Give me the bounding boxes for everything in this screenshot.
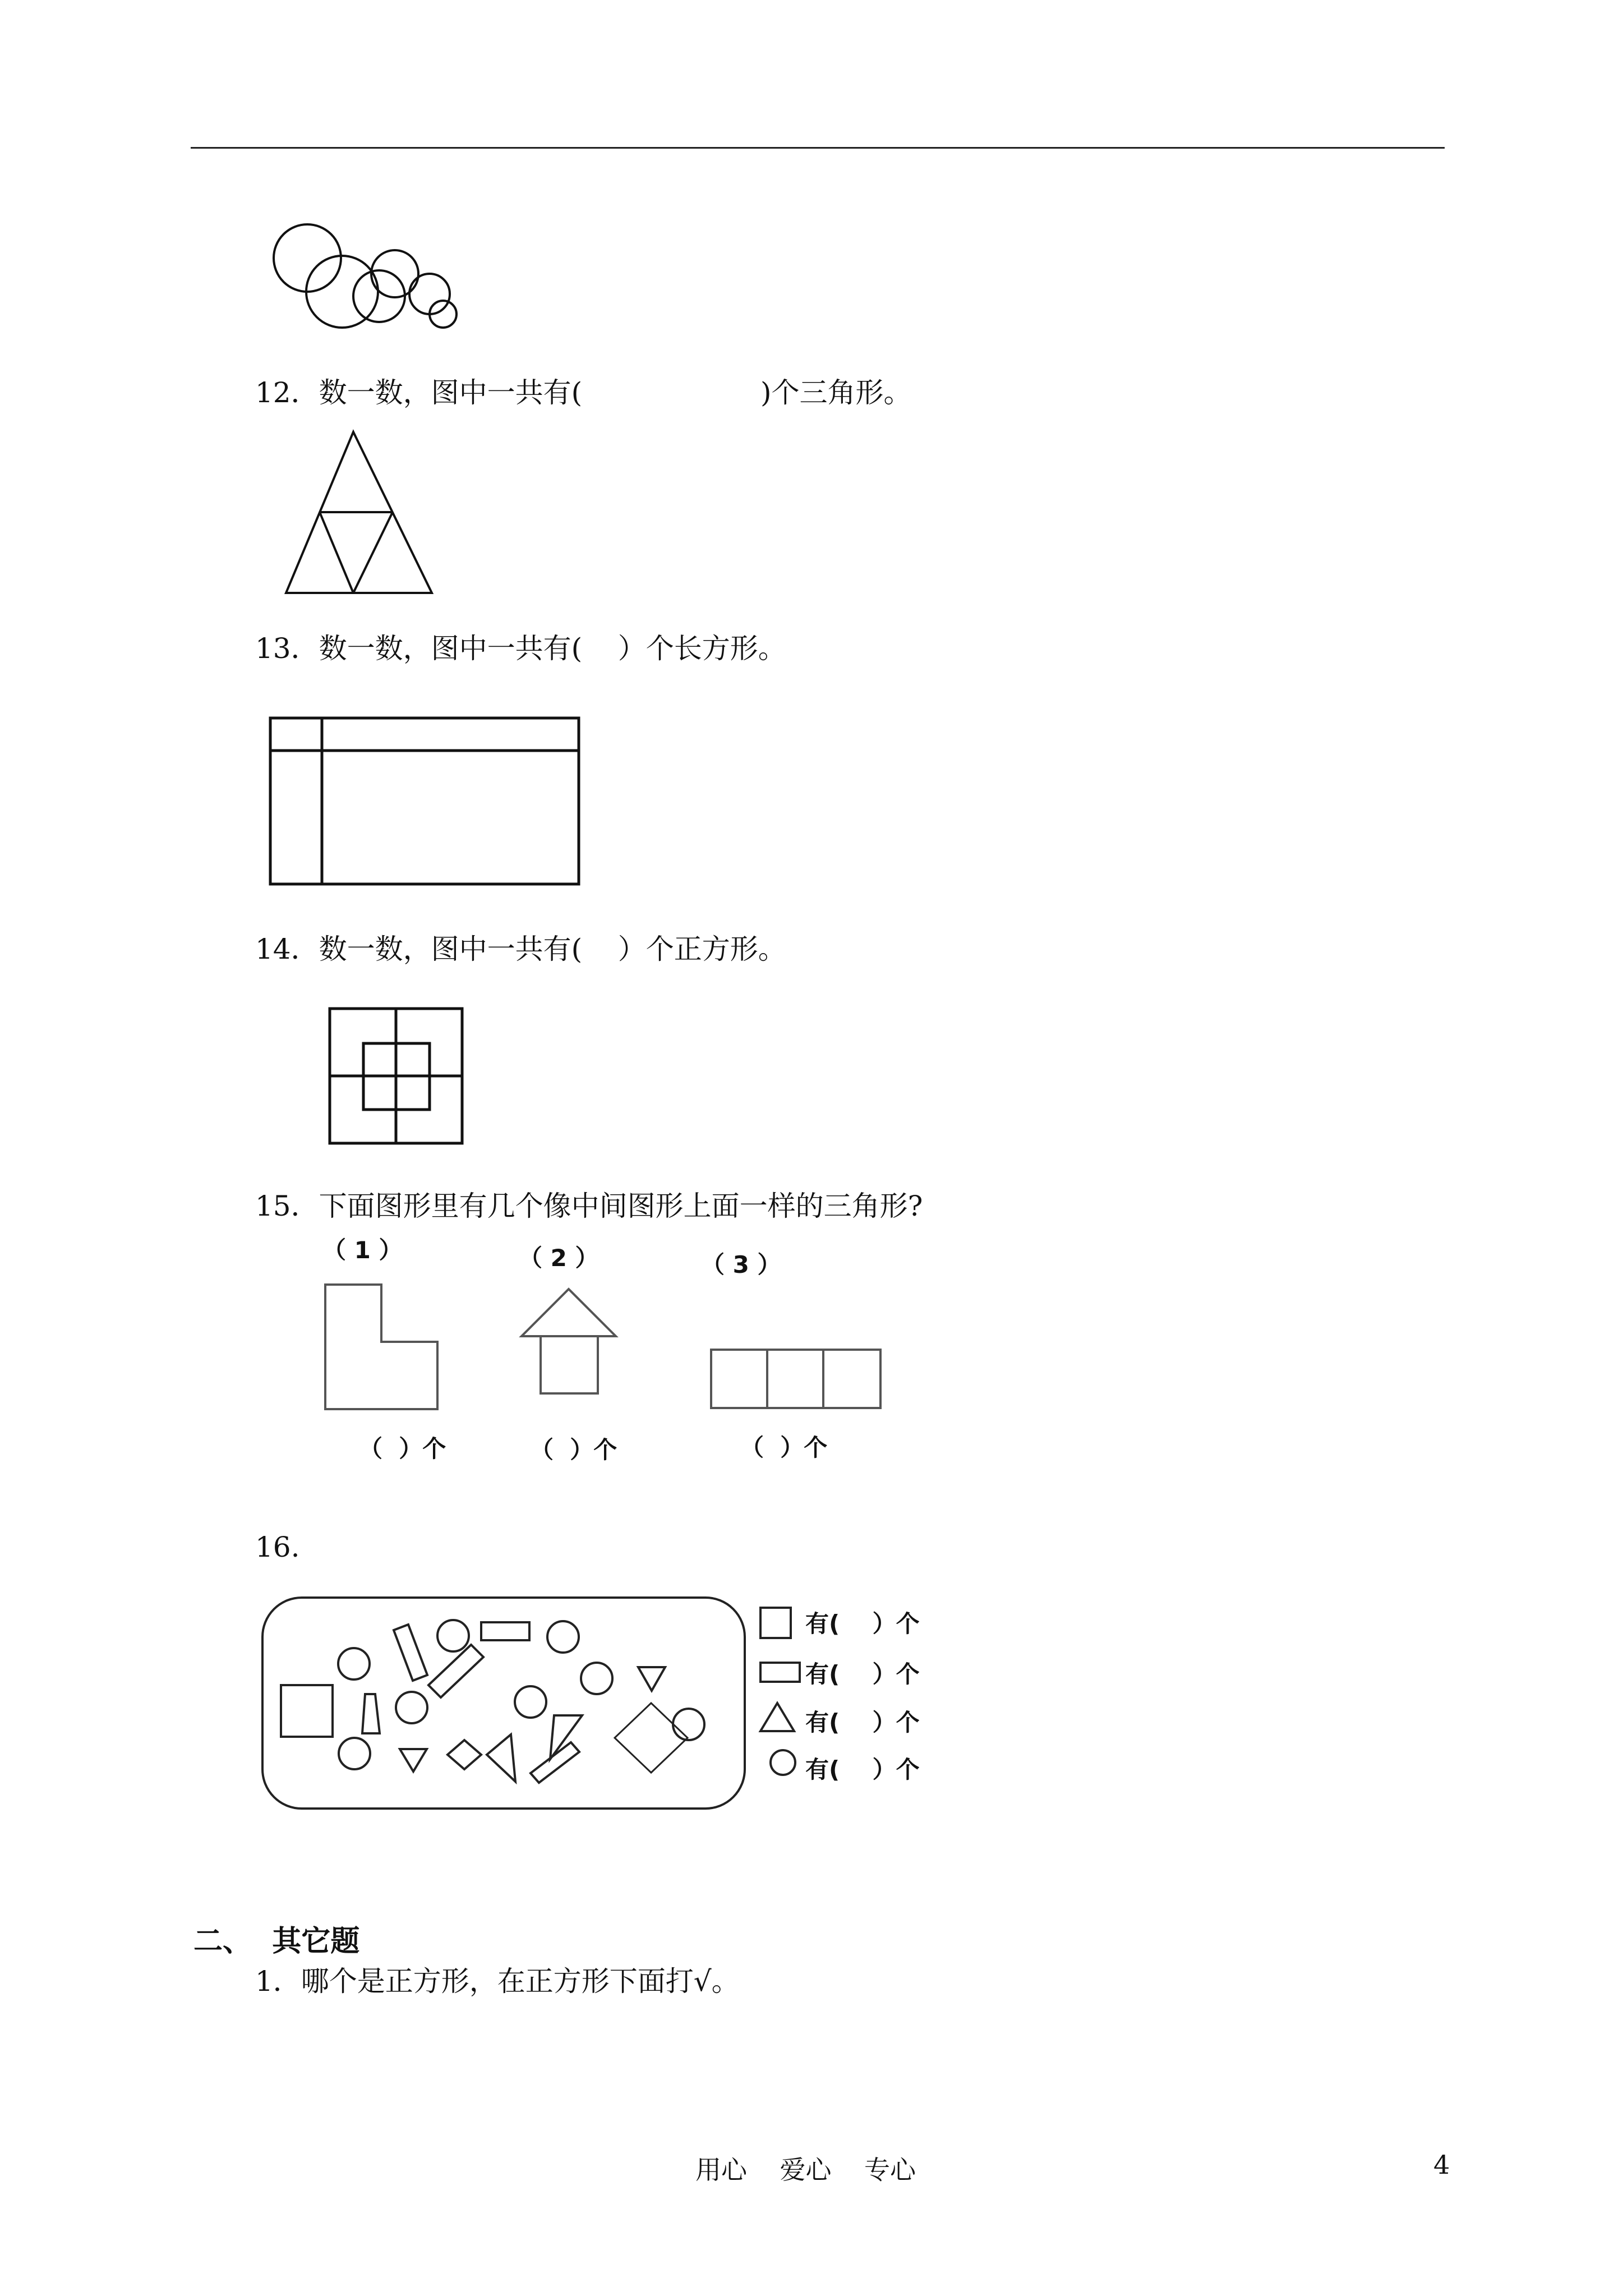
answer-blank-1[interactable]: （ ）个 <box>359 1435 446 1462</box>
legend-square-icon <box>758 1605 794 1641</box>
section-2-title: 二、 其它题 <box>193 1925 360 1958</box>
l-shape-figure <box>320 1279 443 1414</box>
question-12: 12．数一数，图中一共有( )个三角形。 <box>255 376 912 409</box>
header-rule <box>191 147 1445 149</box>
figure-label-2: （ 2 ） <box>519 1244 599 1272</box>
legend-square-count[interactable]: 有( ）个 <box>805 1610 920 1637</box>
three-squares-figure <box>707 1341 886 1414</box>
answer-blank-3[interactable]: （ ）个 <box>740 1434 828 1461</box>
triangle-figure <box>280 426 437 595</box>
legend-rectangle-count[interactable]: 有( ）个 <box>805 1660 920 1688</box>
footer-motto: 用心 爱心 专心 <box>695 2155 916 2185</box>
legend-circle-count[interactable]: 有( ）个 <box>805 1756 920 1783</box>
page-number: 4 <box>1433 2150 1450 2180</box>
legend-triangle-count[interactable]: 有( ）个 <box>805 1709 920 1736</box>
question-15: 15．下面图形里有几个像中间图形上面一样的三角形? <box>255 1190 923 1222</box>
legend-rectangle-icon <box>758 1659 803 1686</box>
legend-triangle-icon <box>758 1700 797 1736</box>
figure-label-3: （ 3 ） <box>701 1251 781 1278</box>
section-2-question-1: 1．哪个是正方形，在正方形下面打√。 <box>255 1965 740 1998</box>
legend-circle-icon <box>767 1747 803 1783</box>
answer-blank-2[interactable]: （ ）个 <box>530 1436 617 1464</box>
question-13: 13．数一数，图中一共有( ）个长方形。 <box>255 632 786 665</box>
rectangles-figure <box>264 707 589 892</box>
question-14: 14．数一数，图中一共有( ）个正方形。 <box>255 933 786 965</box>
circles-figure <box>252 202 488 359</box>
question-16: 16. <box>255 1531 300 1563</box>
house-figure <box>516 1285 628 1414</box>
figure-label-1: （ 1 ） <box>322 1236 403 1264</box>
shapes-panel <box>256 1591 749 1815</box>
squares-figure <box>325 1004 471 1150</box>
